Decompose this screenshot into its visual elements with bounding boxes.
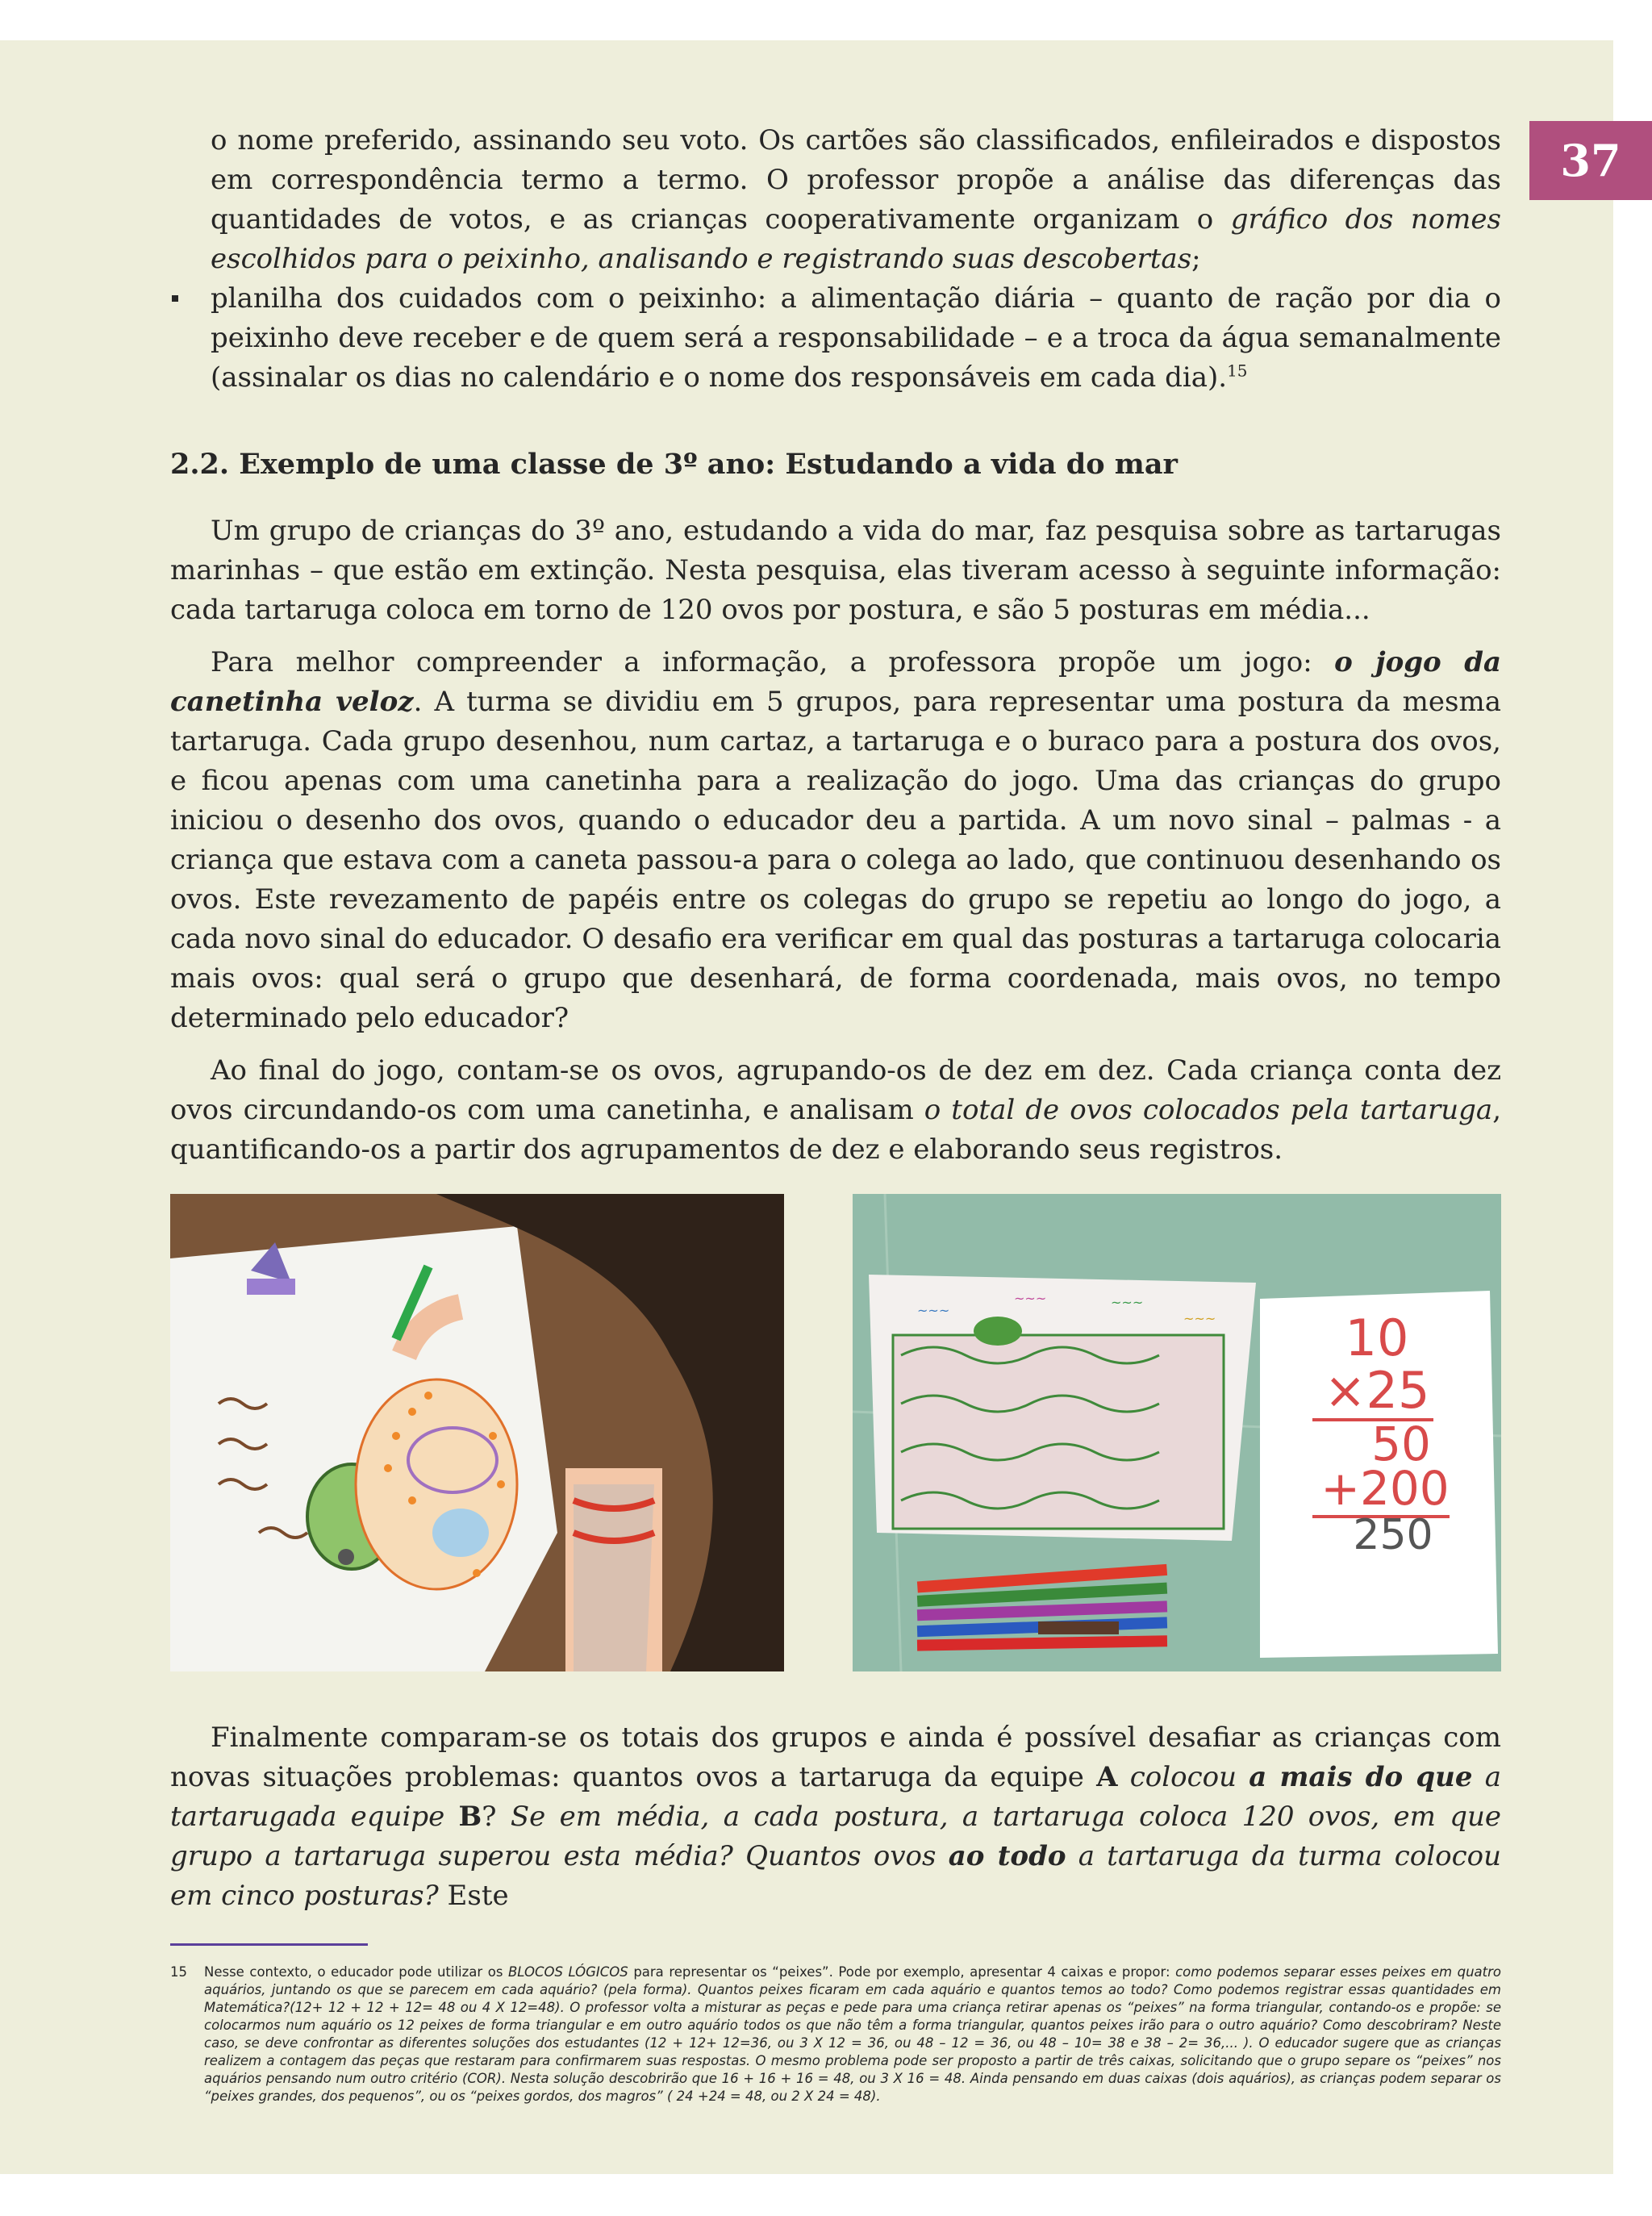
paragraph-4 bbox=[170, 1718, 1501, 1916]
p3-italic: o total de ovos colocados pela tartaruga bbox=[924, 1094, 1493, 1126]
svg-text:~~~: ~~~ bbox=[917, 1303, 950, 1318]
p3-text-a: Ao final do jogo, contam-se os ovos, agrupando-os de dez em dez. Cada criança conta dez ovos circundando-os com uma canetinha, e analisam bbox=[170, 1054, 1501, 1126]
bullet-item bbox=[170, 279, 1501, 398]
p4-text-k: Este bbox=[438, 1880, 509, 1912]
p4-italic-c: colocou bbox=[1117, 1761, 1249, 1793]
p4-italic-j: a tartaruga da turma colocou em cinco posturas? bbox=[170, 1840, 1501, 1912]
calc-line-2: ×25 bbox=[1324, 1361, 1430, 1420]
p4-italic-h: Se em média, a cada postura, a tartaruga coloca 120 ovos, em que grupo a tartaruga superou esta média? Quantos ovos bbox=[170, 1801, 1501, 1872]
bullet-marker-icon bbox=[172, 295, 178, 302]
bullet-text-paragraph bbox=[211, 279, 1501, 398]
paragraph-3 bbox=[170, 1051, 1501, 1170]
photo-poster-and-calculation bbox=[853, 1194, 1501, 1671]
calc-line-5: 250 bbox=[1353, 1511, 1433, 1559]
footnote-divider bbox=[170, 1943, 368, 1946]
fn-italic-d: como podemos separar esses peixes em quatro aquários, juntando os que se parecem em cada aquário? (pela forma). Quantos peixes ficaram em cada aquário e quantos temos ao todo? Como podemos registrar essas quantidades em Matemática?(12+ 12 + 12 + 12= 48 ou 4 X 12=48). O professor volta a misturar as peças e pede para uma criança retirar apenas os “peixes” na forma triangular, contando-os e propõe: se colocarmos num aquário os 12 peixes de forma triangular e em outro aquário todos os que não têm a forma triangular, quantos peixes irão para o outro aquário? Como descobriram? Neste caso, se deve confrontar as diferentes soluções dos estudantes (12 + 12+ 12=36, ou 3 X 12 = 36, ou 48 – 12 = 36, ou 48 – 10= 38 e 38 – 2= 36,... ). O educador sugere que as crianças realizem a contagem das peças que restaram para confirmarem suas respostas. O mesmo problema pode ser proposto a partir de três caixas, solicitando que o grupo separe os “peixes” nos aquários pensando num outro critério (COR). Nesta solução descobrirão que 16 + 16 + 16 = 48, ou 3 X 16 = 48. Ainda pensando em duas caixas (dois aquários), as crianças podem separar os “peixes grandes, dos pequenos”, ou os “peixes gordos, dos magros” ( 24 +24 = 48, ou 2 X 24 = 48). bbox=[204, 1964, 1502, 2104]
p3-text-c: , quantificando-os a partir dos agrupamentos de dez e elaborando seus registros. bbox=[170, 1094, 1501, 1166]
p4-team-a: A bbox=[1096, 1761, 1118, 1793]
bullet-text: planilha dos cuidados com o peixinho: a alimentação diária – quanto de ração por dia o peixinho deve receber e de quem será a responsabilidade – e a troca da água semanalmente (assinalar os dias no calendário e o nome dos responsáveis em cada dia). bbox=[211, 282, 1501, 394]
photo-child-drawing-turtle bbox=[170, 1194, 784, 1671]
calc-line-4: +200 bbox=[1320, 1461, 1450, 1516]
fn-italic-b: BLOCOS LÓGICOS bbox=[507, 1964, 628, 1980]
p4-text-a: Finalmente comparam-se os totais dos grupos e ainda é possível desafiar as crianças com novas situações problemas: quantos ovos a tartaruga da equipe bbox=[170, 1721, 1501, 1793]
p2-text-a: Para melhor compreender a informação, a professora propõe um jogo: bbox=[211, 646, 1335, 678]
svg-text:~~~: ~~~ bbox=[1111, 1295, 1144, 1310]
intro-end: ; bbox=[1191, 243, 1201, 275]
p2-text-c: . A turma se dividiu em 5 grupos, para representar uma postura da mesma tartaruga. Cada grupo desenhou, num cartaz, a tartaruga e o buraco para a postura dos ovos, e ficou apenas com uma canetinha para a realização do jogo. Uma das crianças do grupo iniciou o desenho dos ovos, quando o educador deu a partida. A um novo sinal – palmas - a criança que estava com a caneta passou-a para o colega ao lado, que continuou desenhando os ovos. Este revezamento de papéis entre os colegas do grupo se repetiu ao longo do jogo, a cada novo sinal do educador. O desafio era verificar em qual das posturas a tartaruga colocaria mais ovos: qual será o grupo que desenhará, de forma coordenada, mais ovos, no tempo determinado pelo educador? bbox=[170, 686, 1501, 1034]
p4-text-g: ? bbox=[482, 1801, 511, 1833]
figures-row bbox=[170, 1194, 1501, 1718]
page-number: 37 bbox=[1529, 121, 1652, 200]
calc-line-3: 50 bbox=[1371, 1417, 1431, 1471]
footnote-ref: 15 bbox=[1227, 361, 1248, 381]
fn-text-c: para representar os “peixes”. Pode por exemplo, apresentar 4 caixas e propor: bbox=[628, 1964, 1176, 1980]
p4-italic-e: a tartarugada equipe bbox=[170, 1761, 1502, 1833]
svg-text:~~~: ~~~ bbox=[1014, 1291, 1047, 1306]
footnote-15 bbox=[170, 1964, 1501, 2105]
p4-bold-italic-d: a mais do que bbox=[1249, 1761, 1473, 1793]
svg-text:~~~: ~~~ bbox=[1183, 1311, 1216, 1326]
fn-text-a: Nesse contexto, o educador pode utilizar os bbox=[204, 1964, 508, 1980]
page-content bbox=[170, 121, 1501, 2105]
paragraph-1: Um grupo de crianças do 3º ano, estudando a vida do mar, faz pesquisa sobre as tartarugas marinhas – que estão em extinção. Nesta pesquisa, elas tiveram acesso à seguinte informação: cada tartaruga coloca em torno de 120 ovos por postura, e são 5 posturas em média... bbox=[170, 515, 1501, 626]
p4-team-b: B bbox=[458, 1801, 482, 1833]
p2-game-name: o jogo da canetinha veloz bbox=[170, 646, 1501, 718]
paragraph-2 bbox=[170, 643, 1501, 1038]
intro-paragraph bbox=[170, 121, 1501, 279]
intro-text: o nome preferido, assinando seu voto. Os cartões são classificados, enfileirados e dispostos em correspondência termo a termo. O professor propõe a análise das diferenças das quantidades de votos, e as crianças cooperativamente organizam o bbox=[211, 124, 1501, 236]
intro-italic: gráfico dos nomes escolhidos para o peixinho, analisando e registrando suas descobertas bbox=[211, 203, 1501, 275]
p4-bold-italic-i: ao todo bbox=[948, 1840, 1066, 1872]
calc-line-1: 10 bbox=[1345, 1308, 1409, 1367]
footnote-number: 15 bbox=[170, 1964, 187, 1980]
section-title: 2.2. Exemplo de uma classe de 3º ano: Estudando a vida do mar bbox=[170, 448, 1178, 481]
